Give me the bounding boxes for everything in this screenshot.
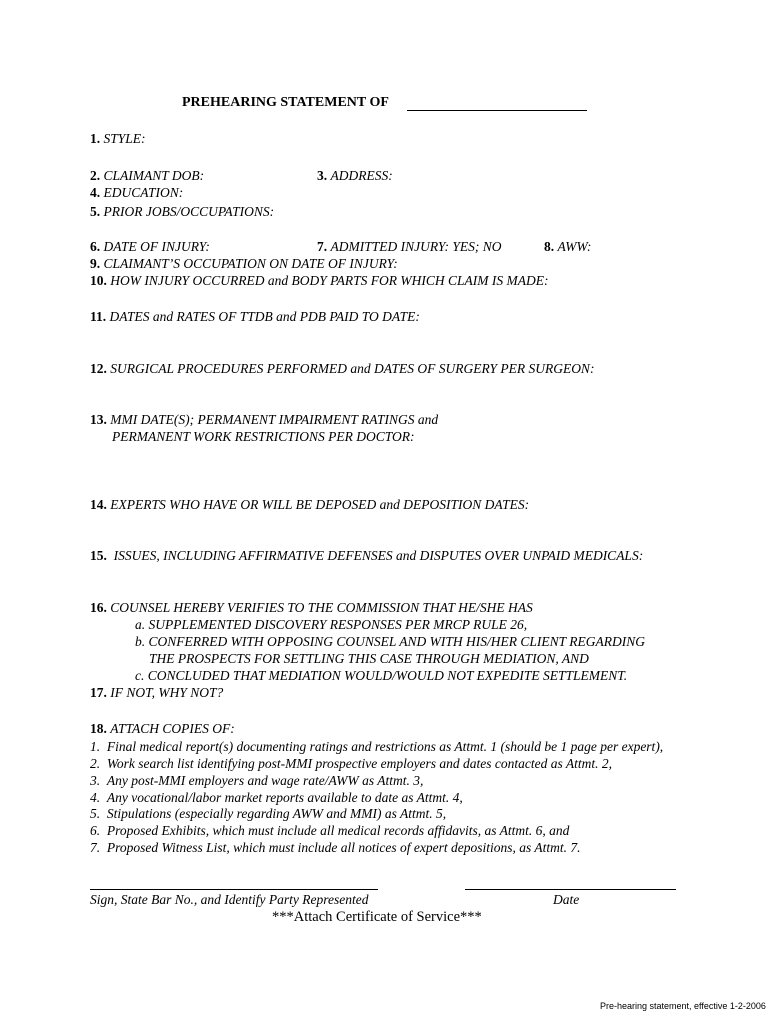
attachment-item-5: 5. Stipulations (especially regarding AWW and MMI) as Attmt. 5, [90, 806, 447, 821]
attachment-item-3: 3. Any post-MMI employers and wage rate/AWW as Attmt. 3, [90, 773, 424, 788]
date-label: Date [553, 892, 580, 907]
certificate-notice: ***Attach Certificate of Service*** [272, 909, 482, 925]
item-mmi-dates: 13. MMI DATE(S); PERMANENT IMPAIRMENT RATINGS and [90, 412, 439, 427]
item-dates-rates-paid: 11. DATES and RATES OF TTDB and PDB PAID TO DATE: [90, 309, 420, 324]
item-how-injury-occurred: 10. HOW INJURY OCCURRED and BODY PARTS FOR WHICH CLAIM IS MADE: [90, 273, 549, 288]
item-style: 1. STYLE: [90, 131, 146, 146]
signature-line [90, 889, 378, 890]
item-admitted-injury: 7. ADMITTED INJURY: YES; NO [317, 239, 502, 254]
item-issues: 15. ISSUES, INCLUDING AFFIRMATIVE DEFENSES and DISPUTES OVER UNPAID MEDICALS: [90, 548, 644, 563]
verify-sub-a: a. SUPPLEMENTED DISCOVERY RESPONSES PER MRCP RULE 26, [135, 617, 528, 632]
item-aww: 8. AWW: [544, 239, 592, 254]
verify-sub-c: c. CONCLUDED THAT MEDIATION WOULD/WOULD NOT EXPEDITE SETTLEMENT. [135, 668, 628, 683]
item-prior-jobs: 5. PRIOR JOBS/OCCUPATIONS: [90, 204, 275, 219]
item-address: 3. ADDRESS: [317, 168, 393, 183]
attachment-item-4: 4. Any vocational/labor market reports available to date as Attmt. 4, [90, 790, 463, 805]
attachment-item-7: 7. Proposed Witness List, which must include all notices of expert depositions, as Attmt. 7. [90, 840, 581, 855]
signature-label: Sign, State Bar No., and Identify Party Represented [90, 892, 369, 907]
page-title: PREHEARING STATEMENT OF [182, 95, 389, 110]
item-mmi-dates-cont: PERMANENT WORK RESTRICTIONS PER DOCTOR: [112, 429, 415, 444]
attachment-item-2: 2. Work search list identifying post-MMI prospective employers and dates contacted as Attmt. 2, [90, 756, 613, 771]
verify-sub-b-cont: THE PROSPECTS FOR SETTLING THIS CASE THROUGH MEDIATION, AND [149, 651, 589, 666]
date-line [465, 889, 676, 890]
item-if-not-why: 17. IF NOT, WHY NOT? [90, 685, 224, 700]
item-claimant-dob: 2. CLAIMANT DOB: [90, 168, 205, 183]
attachment-item-1: 1. Final medical report(s) documenting ratings and restrictions as Attmt. 1 (should be 1 page per expert), [90, 739, 664, 754]
footer-note: Pre-hearing statement, effective 1-2-2006 [600, 1001, 766, 1011]
attachment-item-6: 6. Proposed Exhibits, which must include all medical records affidavits, as Attmt. 6, and [90, 823, 570, 838]
item-education: 4. EDUCATION: [90, 185, 184, 200]
item-claimant-occupation: 9. CLAIMANT’S OCCUPATION ON DATE OF INJURY: [90, 256, 398, 271]
verify-sub-b: b. CONFERRED WITH OPPOSING COUNSEL AND WITH HIS/HER CLIENT REGARDING [135, 634, 645, 649]
item-experts-deposed: 14. EXPERTS WHO HAVE OR WILL BE DEPOSED and DEPOSITION DATES: [90, 497, 530, 512]
item-counsel-verifies: 16. COUNSEL HEREBY VERIFIES TO THE COMMISSION THAT HE/SHE HAS [90, 600, 533, 615]
title-blank-line [407, 110, 587, 111]
item-surgical-procedures: 12. SURGICAL PROCEDURES PERFORMED and DATES OF SURGERY PER SURGEON: [90, 361, 595, 376]
item-date-of-injury: 6. DATE OF INJURY: [90, 239, 210, 254]
item-attach-copies: 18. ATTACH COPIES OF: [90, 721, 235, 736]
